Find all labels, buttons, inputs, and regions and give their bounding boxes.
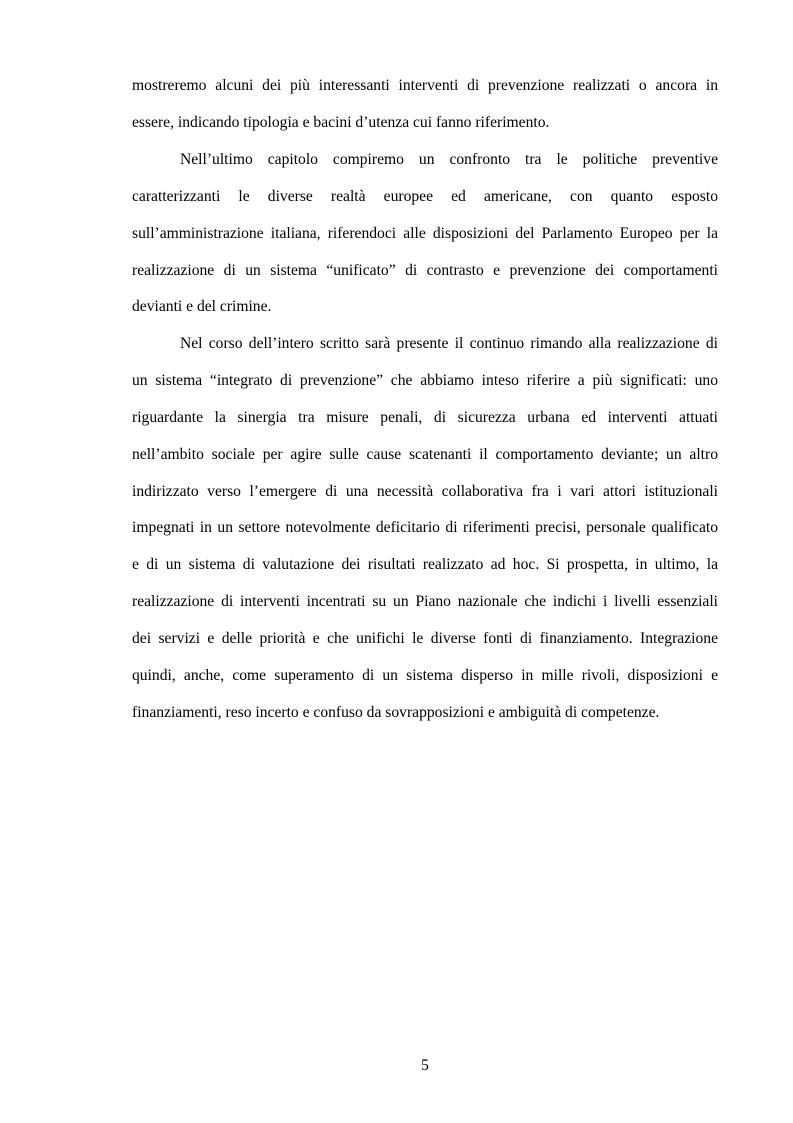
- text-line: nell’ambito sociale per agire sulle cause scatenanti il comportamento deviante; un altro: [132, 446, 718, 463]
- text-line: caratterizzanti le diverse realtà europee ed americane, con quanto esposto: [132, 188, 718, 205]
- text-line: indirizzato verso l’emergere di una necessità collaborativa fra i vari attori istituzionali: [132, 483, 718, 500]
- text-line: realizzazione di un sistema “unificato” di contrasto e prevenzione dei comportamenti: [132, 262, 718, 279]
- text-line: devianti e del crimine.: [132, 298, 272, 315]
- text-line: mostreremo alcuni dei più interessanti interventi di prevenzione realizzati o ancora in: [132, 77, 718, 94]
- text-line: un sistema “integrato di prevenzione” che abbiamo inteso riferire a più significati: uno: [132, 372, 718, 389]
- text-line: realizzazione di interventi incentrati su un Piano nazionale che indichi i livelli essenziali: [132, 593, 718, 610]
- text-line: impegnati in un settore notevolmente deficitario di riferimenti precisi, personale qualificato: [132, 519, 718, 536]
- text-line: riguardante la sinergia tra misure penali, di sicurezza urbana ed interventi attuati: [132, 409, 718, 426]
- text-line: quindi, anche, come superamento di un sistema disperso in mille rivoli, disposizioni e: [132, 667, 718, 684]
- text-line: Nell’ultimo capitolo compiremo un confronto tra le politiche preventive: [180, 151, 718, 168]
- text-line: e di un sistema di valutazione dei risultati realizzato ad hoc. Si prospetta, in ultimo, la: [132, 556, 718, 573]
- page-number: 5: [421, 1057, 429, 1074]
- text-line: dei servizi e delle priorità e che unifichi le diverse fonti di finanziamento. Integrazione: [132, 630, 718, 647]
- text-line: finanziamenti, reso incerto e confuso da sovrapposizioni e ambiguità di competenze.: [132, 704, 660, 721]
- text-line: essere, indicando tipologia e bacini d’utenza cui fanno riferimento.: [132, 114, 550, 131]
- text-line: Nel corso dell’intero scritto sarà presente il continuo rimando alla realizzazione di: [180, 335, 718, 352]
- text-line: sull’amministrazione italiana, riferendoci alle disposizioni del Parlamento Europeo per la: [132, 225, 718, 242]
